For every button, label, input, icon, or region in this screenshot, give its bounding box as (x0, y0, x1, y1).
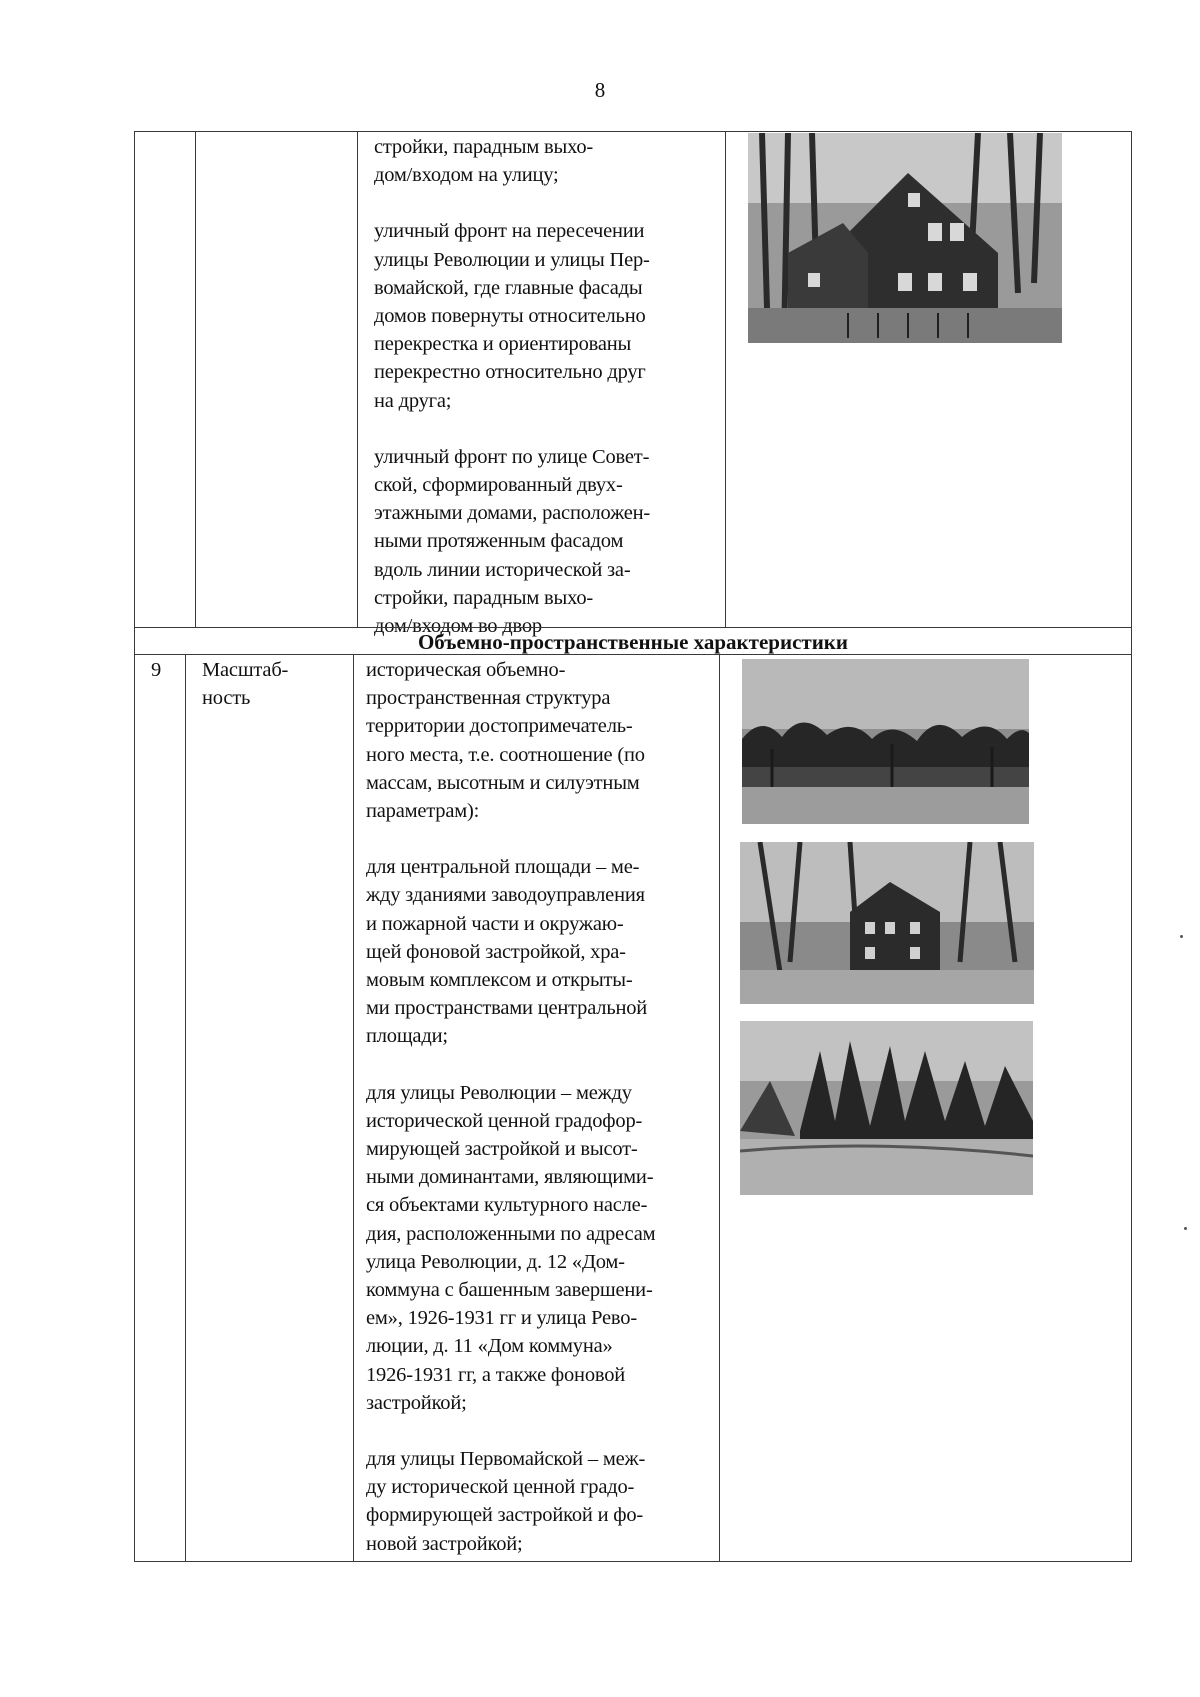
name-cell (185, 654, 353, 1561)
text-line: исторической ценной градофор- (366, 1109, 643, 1132)
text-line: ми пространствами центральной (366, 997, 648, 1020)
revolution-street-photo (740, 1021, 1033, 1195)
text-line: 1926-1931 гг, а также фоновой (366, 1363, 626, 1386)
scan-speck (1184, 1227, 1187, 1230)
text-line: Масштаб- (202, 659, 289, 681)
text-line: массам, высотным и силуэтным (366, 771, 640, 794)
wooden-house-photo (748, 133, 1062, 343)
text-line: стройки, парадным выхо- (374, 586, 594, 609)
name-cell (195, 131, 357, 627)
text-line: ду исторической ценной градо- (366, 1476, 635, 1499)
text-line: стройки, парадным выхо- (374, 136, 594, 158)
text-line: вдоль линии исторической за- (374, 558, 631, 581)
text-line: люции, д. 11 «Дом коммуна» (366, 1335, 613, 1358)
text-line: перекрестка и ориентированы (374, 333, 632, 356)
text-line: для центральной площади – ме- (366, 856, 640, 879)
text-line: жду зданиями заводоуправления (366, 884, 645, 907)
text-line: уличный фронт по улице Совет- (374, 445, 650, 468)
description-cell (353, 654, 719, 1561)
fire-station-building-photo (740, 842, 1034, 1004)
description-text (366, 656, 655, 1586)
text-line: щей фоновой застройкой, хра- (366, 940, 626, 963)
text-line: пространственная структура (366, 687, 611, 710)
paragraph (374, 133, 650, 189)
page-number: 8 (594, 78, 606, 102)
paragraph (366, 1445, 655, 1558)
paragraph (374, 217, 650, 414)
text-line: историческая объемно- (366, 659, 566, 681)
description-text (374, 133, 650, 668)
text-line: мирующей застройкой и высот- (366, 1138, 638, 1161)
text-line: на друга; (374, 389, 452, 412)
text-line: перекрестно относительно друг (374, 361, 646, 384)
text-line: и пожарной части и окружаю- (366, 912, 624, 935)
description-cell (357, 131, 725, 638)
scan-speck (1180, 935, 1183, 938)
text-line: новой застройкой; (366, 1532, 523, 1555)
text-line: ность (202, 687, 251, 710)
text-line: ся объектами культурного насле- (366, 1194, 648, 1217)
number-cell (134, 131, 195, 627)
text-line: ской, сформированный двух- (374, 474, 623, 497)
text-line: ными протяженным фасадом (374, 530, 624, 553)
text-line: формирующей застройкой и фо- (366, 1504, 644, 1527)
number-cell (134, 654, 185, 1561)
text-line: ными доминантами, являющими- (366, 1166, 654, 1189)
paragraph (366, 853, 655, 1050)
text-line: этажными домами, расположен- (374, 502, 651, 525)
text-line: для улицы Первомайской – меж- (366, 1448, 646, 1471)
text-line: уличный фронт на пересечении (374, 220, 645, 243)
text-line: площади; (366, 1025, 448, 1048)
text-line: застройкой; (366, 1391, 467, 1414)
text-line: домов повернуты относительно (374, 305, 646, 328)
text-line: улица Революции, д. 12 «Дом- (366, 1250, 625, 1273)
text-line: ного места, т.е. соотношение (по (366, 743, 645, 766)
section-border-top (134, 627, 1132, 628)
section-header: Объемно-пространственные характеристики (417, 630, 849, 654)
paragraph (366, 656, 655, 825)
text-line: вомайской, где главные фасады (374, 276, 643, 299)
characteristics-table (134, 131, 1132, 1561)
paragraph (374, 443, 650, 640)
paragraph (366, 1079, 655, 1417)
text-line: мовым комплексом и открыты- (366, 969, 633, 992)
row-number: 9 (151, 659, 162, 681)
text-line: параметрам): (366, 800, 480, 823)
table-bottom-border (134, 1561, 1132, 1562)
text-line: для улицы Революции – между (366, 1081, 632, 1104)
square-panorama-photo (742, 659, 1029, 824)
text-line: территории достопримечатель- (366, 715, 633, 738)
characteristic-name (202, 656, 288, 712)
text-line: коммуна с башенным завершени- (366, 1279, 653, 1302)
text-line: дом/входом на улицу; (374, 164, 559, 187)
text-line: дия, расположенными по адресам (366, 1222, 656, 1245)
text-line: улицы Революции и улицы Пер- (374, 248, 650, 271)
text-line: ем», 1926-1931 гг и улица Рево- (366, 1307, 637, 1330)
text-line: дом/входом во двор (374, 615, 542, 638)
